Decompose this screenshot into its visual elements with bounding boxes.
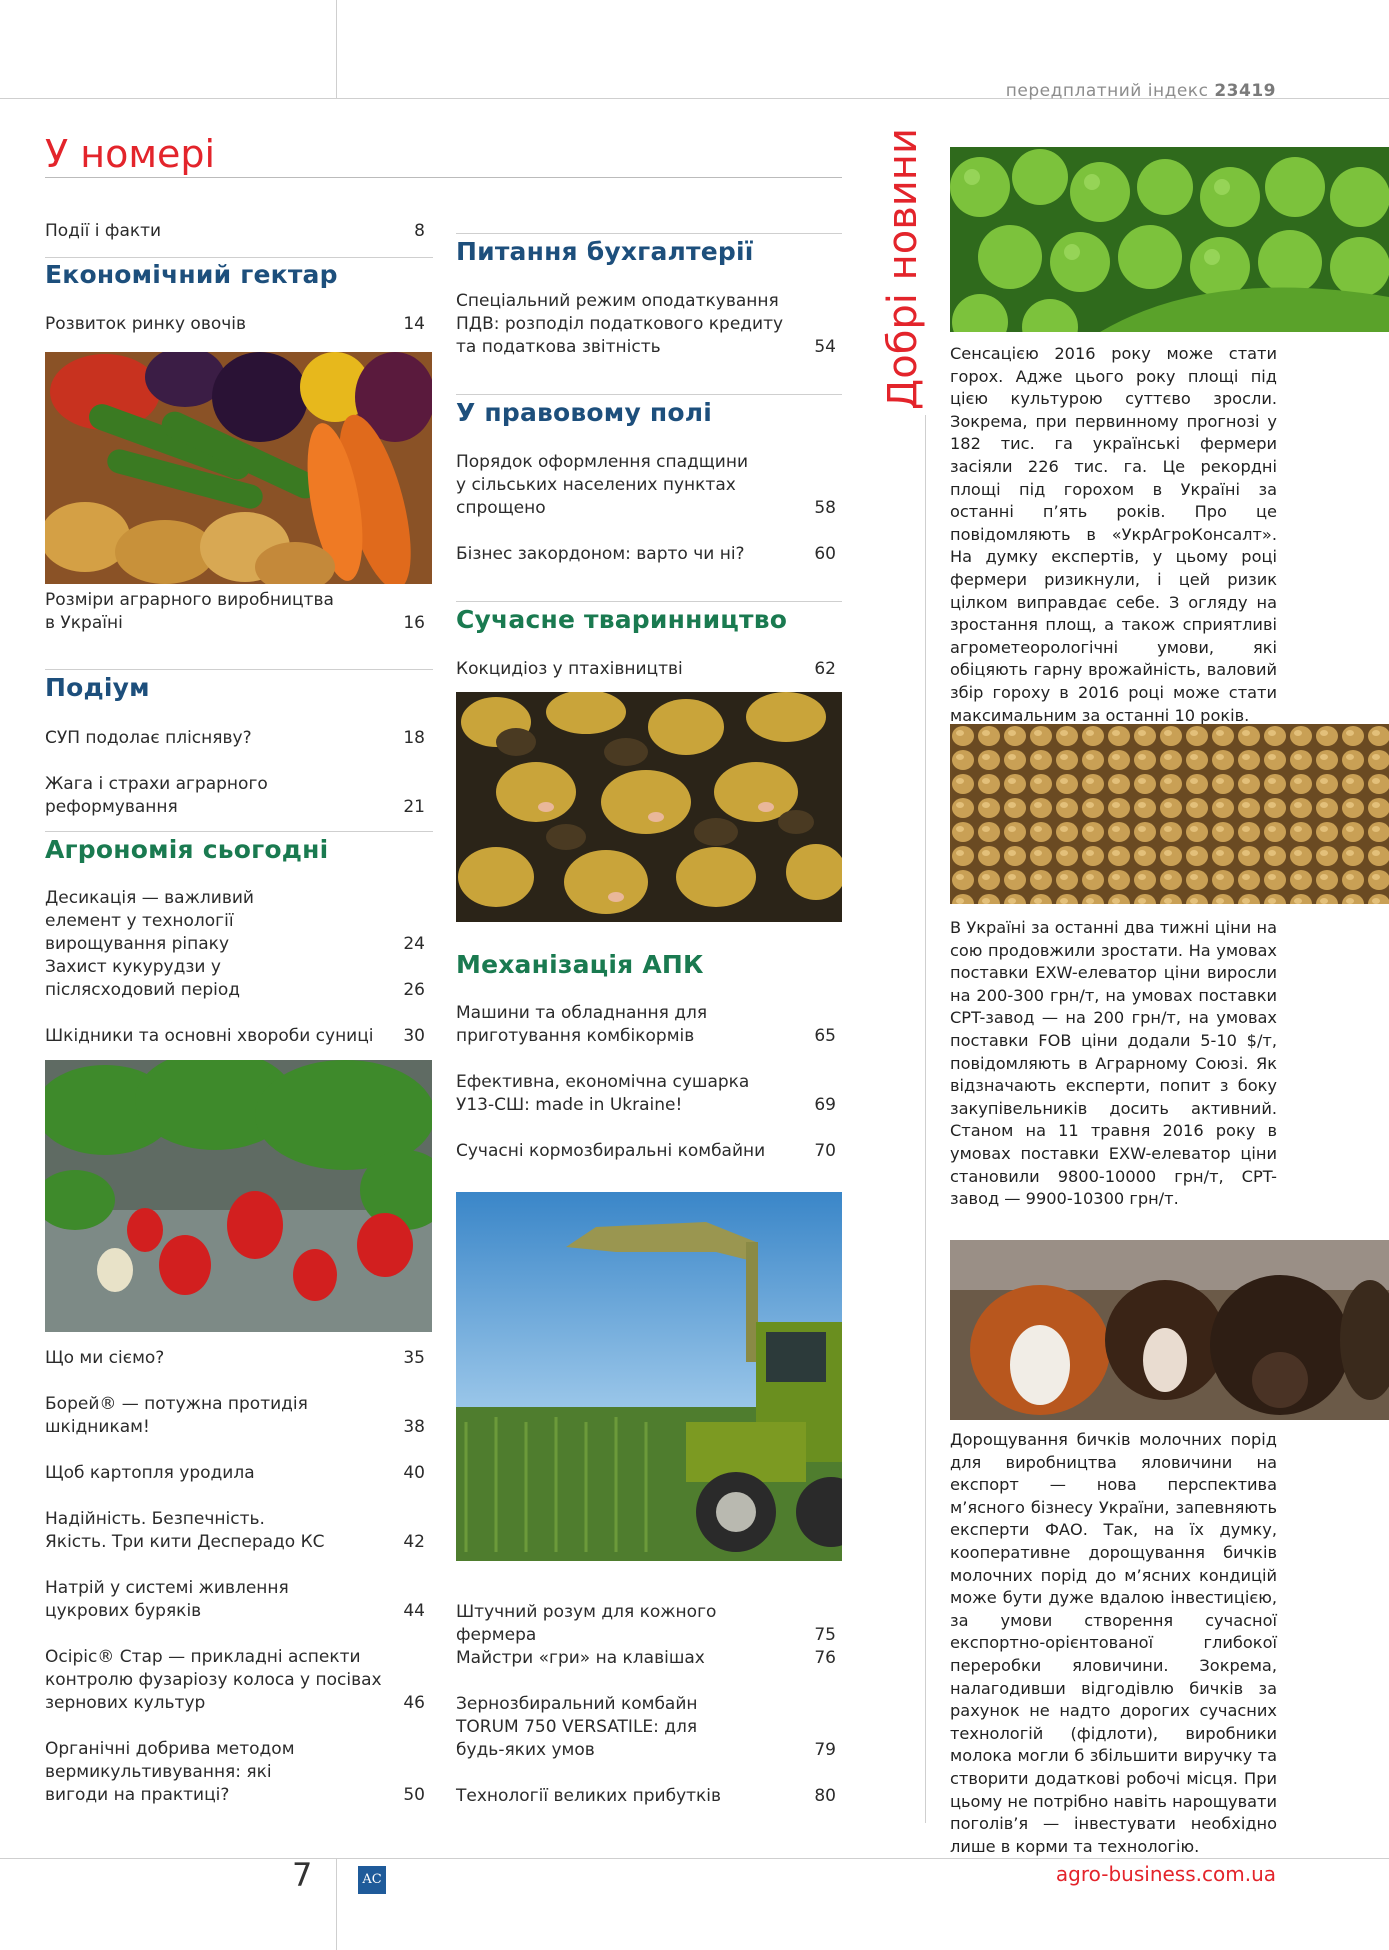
toc-entry[interactable]: Розвиток ринку овочів 14: [45, 314, 425, 334]
toc-entry[interactable]: Кокцидіоз у птахівництві 62: [456, 659, 836, 679]
toc-entry[interactable]: Натрій у системі живлення цукрових буряків 44: [45, 1578, 425, 1621]
section-heading: Сучасне тваринництво: [456, 605, 788, 634]
page-number: 7: [292, 1856, 313, 1894]
index-value: 23419: [1214, 81, 1276, 101]
section-rule: [456, 394, 842, 395]
toc-entry[interactable]: Бізнес закордоном: варто чи ні? 60: [456, 544, 836, 564]
news-item-peas: Сенсацією 2016 року може стати горох. Адже цього року площі під цією культурою суттєво зросли. Зокрема, при первинному прогнозі у 182 тис. га українські фермери засіяли 226 тис. га. Це рекордні площі під горохом в Україні за останні п’ять років. Про це повідомляють в «УкрАгроКонсалт». На думку експертів, у цьому році фермери ризикнули, і цей ризик цілком виправдає себе. З огляду на зростання площ, а також сприятливі агрометеорологічні умови, які обіцяють гарну врожайність, валовий збір гороху в 2016 році може стати максимальним за останні 10 років.: [950, 344, 1277, 725]
toc-entry[interactable]: Технології великих прибутків 80: [456, 1786, 836, 1806]
strawberry-image: [45, 1060, 432, 1332]
good-news-title: Добрі новини: [880, 128, 926, 410]
news-divider: [925, 415, 926, 1823]
toc-entry[interactable]: Жага і страхи аграрного реформування 21: [45, 774, 425, 817]
toc-entry[interactable]: Борей® — потужна протидія шкідникам! 38: [45, 1394, 425, 1437]
toc-entry[interactable]: Події і факти 8: [45, 221, 425, 241]
ducklings-image: [456, 692, 842, 922]
title-rule: [45, 177, 842, 178]
toc-entry[interactable]: Спеціальний режим оподаткування ПДВ: розподіл податкового кредиту та податкова звітність 54: [456, 291, 836, 357]
toc-entry[interactable]: Сучасні кормозбиральні комбайни 70: [456, 1141, 836, 1161]
toc-entry[interactable]: Машини та обладнання для приготування комбікормів 65: [456, 1003, 836, 1046]
soybeans-image: [950, 724, 1389, 904]
toc-entry[interactable]: Надійність. Безпечність. Якість. Три кити Десперадо КС 42: [45, 1509, 425, 1552]
section-rule: [45, 669, 433, 670]
news-item-soy: В Україні за останні два тижні ціни на сою продовжили зростати. На умовах поставки EXW-елеватор ціни виросли на 200-300 грн/т, на умовах поставки CPT-завод — на 200 грн/т, на умовах поставки FOB ціни додали 5-10 $/т, повідомляють в Аграрному Союзі. Як відзначають експерти, попит з боку закупівельників досить активний. Станом на 11 травня 2016 року в умовах поставки EXW-елеватор ціни становили 9800-10000 грн/т, CPT-завод — 9900-10300 грн/т.: [950, 918, 1277, 1209]
section-heading: Економічний гектар: [45, 260, 338, 289]
toc-entry[interactable]: Захист кукурудзи у післясходовий період 26: [45, 957, 425, 1000]
toc-entry[interactable]: Шкідники та основні хвороби суниці 30: [45, 1026, 425, 1046]
site-url[interactable]: agro-business.com.ua: [1055, 1862, 1276, 1886]
toc-entry[interactable]: Порядок оформлення спадщини у сільських населених пунктах спрощено 58: [456, 452, 836, 518]
toc-entry[interactable]: Що ми сіємо? 35: [45, 1348, 425, 1368]
toc-entry[interactable]: Ефективна, економічна сушарка У13-СШ: made in Ukraine! 69: [456, 1072, 836, 1115]
forage-harvester-image: [456, 1192, 842, 1561]
section-rule: [45, 257, 433, 258]
section-heading: У правовому полі: [456, 398, 712, 427]
subscription-index: [1006, 81, 1276, 101]
vegetables-image: [45, 352, 432, 584]
toc-entry[interactable]: СУП подолає плісняву? 18: [45, 728, 425, 748]
toc-entry[interactable]: Розміри аграрного виробництва в Україні 16: [45, 590, 425, 633]
calves-image: [950, 1240, 1389, 1420]
toc-entry[interactable]: Штучний розум для кожного фермера 75: [456, 1602, 836, 1645]
section-heading: Питання бухгалтерії: [456, 237, 754, 266]
section-rule: [45, 831, 433, 832]
peas-image: [950, 147, 1389, 332]
toc-entry[interactable]: Майстри «гри» на клавішах 76: [456, 1648, 836, 1668]
top-divider-vertical: [336, 0, 337, 98]
section-rule: [456, 233, 842, 234]
toc-entry[interactable]: Органічні добрива методом вермикультивування: які вигоди на практиці? 50: [45, 1739, 425, 1805]
toc-entry[interactable]: Зернозбиральний комбайн TORUM 750 VERSATILE: для будь-яких умов 79: [456, 1694, 836, 1760]
section-heading: Механізація АПК: [456, 950, 704, 979]
section-rule: [456, 601, 842, 602]
page-title: У номері: [45, 132, 216, 176]
toc-entry[interactable]: Десикація — важливий елемент у технології вирощування ріпаку 24: [45, 888, 425, 954]
toc-entry[interactable]: Осіріс® Стар — прикладні аспекти контролю фузаріозу колоса у посівах зернових культур 46: [45, 1647, 425, 1713]
news-item-calves: Дорощування бичків молочних порід для виробництва яловичини на експорт — нова перспектива м’ясного бізнесу України, запевняють експерти ФАО. Так, на їх думку, кооперативне дорощування бичків молочних порід до м’ясних кондицій може бути дуже вдалою інвестицією, за умови створення сучасної експортно-орієнтованої глибокої переробки яловичини. Зокрема, налагодивши відгодівлю бичків за рахунок не надто дорогих сучасних технологій (фідлоти), виробники молока могли б збільшити виручку та створити додаткові робочі місця. При цьому не потрібно навіть нарощувати поголів’я — інвестувати необхідно лише в корми та технологію.: [950, 1430, 1277, 1856]
section-heading: Агрономія сьогодні: [45, 835, 329, 864]
bottom-divider-vertical: [336, 1858, 337, 1950]
section-heading: Подіум: [45, 673, 150, 702]
toc-entry[interactable]: Щоб картопля уродила 40: [45, 1463, 425, 1483]
publisher-logo: AC: [358, 1866, 386, 1894]
index-label: передплатний індекс: [1005, 81, 1209, 101]
